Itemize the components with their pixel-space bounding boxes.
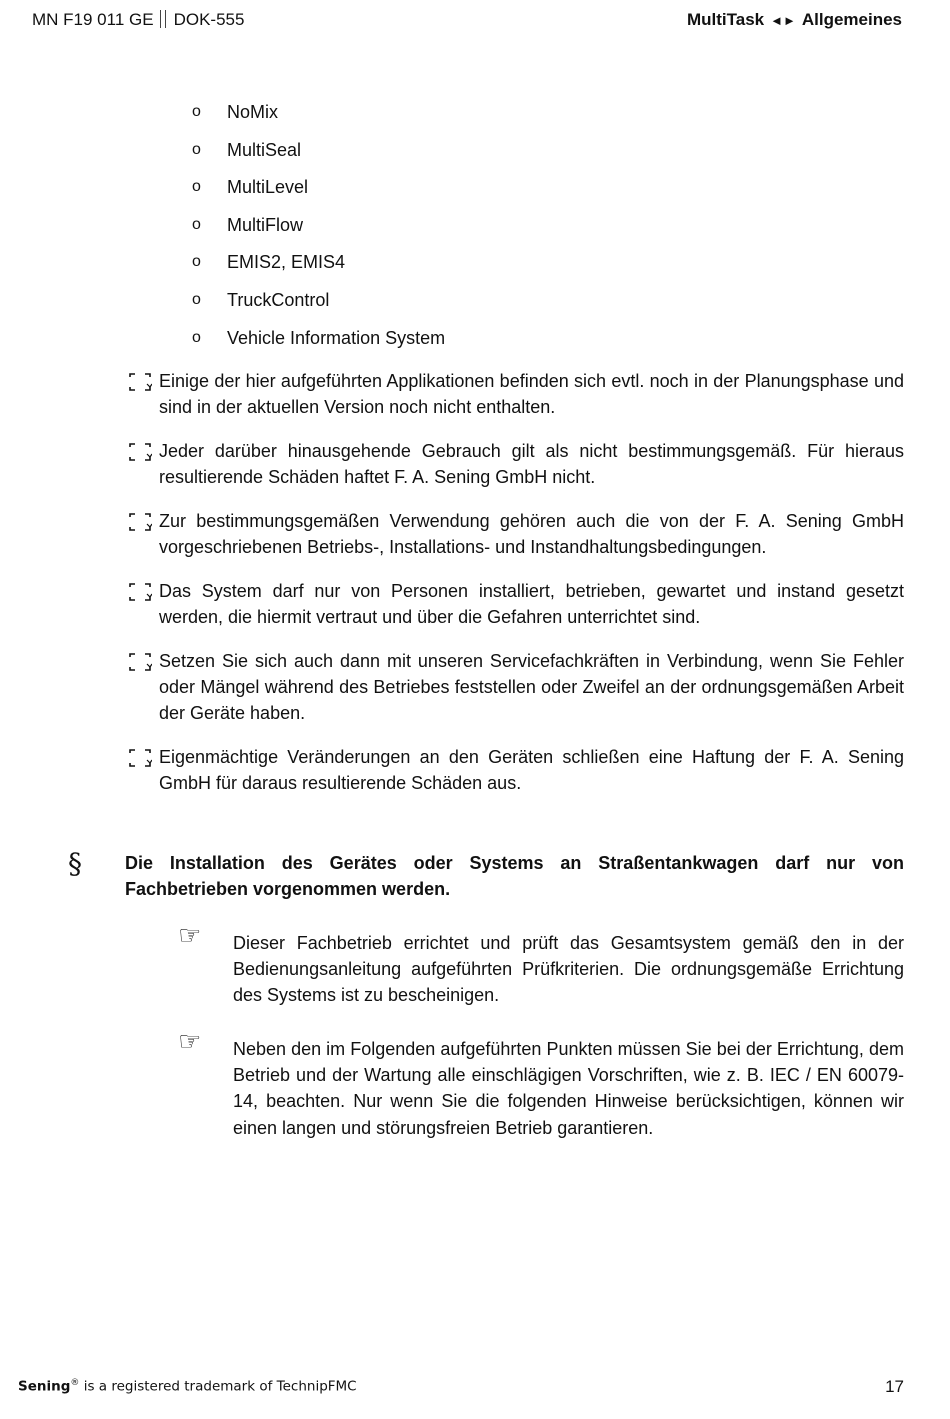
note-paragraph [128,648,904,727]
note-text: Einige der hier aufgeführten Applikationen befinden sich evtl. noch in der Planungsphase und sind in der aktuellen Version noch nicht enthalten. [159,371,904,418]
list-item-label: TruckControl [227,289,330,310]
list-item [192,211,445,249]
pointing-hand-icon: ☞ [178,1027,202,1057]
note-bracket-icon [128,648,159,727]
doc-id: DOK-555 [173,10,245,29]
trademark-text: is a registered trademark of TechnipFMC [79,1378,357,1395]
hint-paragraph [178,921,904,1009]
note-paragraph [128,744,904,796]
section-sign-icon: § [68,847,82,880]
legal-notice [68,847,904,902]
note-paragraph [128,438,904,490]
header-right [687,10,902,30]
brand-name: Sening [18,1378,71,1395]
note-bracket-icon [128,368,159,420]
list-item [192,324,445,362]
list-item-label: MultiSeal [227,139,302,160]
hint-text: Neben den im Folgenden aufgeführten Punkten müssen Sie bei der Errichtung, dem Betrieb und der Wartung alle einschlägigen Vorschriften, wie z. B. IEC / EN 60079-14, beachten. Nur wenn Sie die folgenden Hinweise berücksichtigen, können wir einen langen und störungsfreien Betrieb garantieren. [233,1039,904,1138]
list-item-label: EMIS2, EMIS4 [227,252,346,273]
note-bracket-icon [128,578,159,630]
hint-text: Dieser Fachbetrieb errichtet und prüft das Gesamtsystem gemäß den in der Bedienungsanleitung aufgeführten Prüfkriterien. Die ordnungsgemäße Errichtung des Systems ist zu bescheinigen. [233,933,904,1006]
note-text: Jeder darüber hinausgehende Gebrauch gilt als nicht bestimmungsgemäß. Für hieraus resultierende Schäden haftet F. A. Sening GmbH nicht. [159,441,904,488]
bullet-icon: o [192,178,201,196]
list-item-label: MultiLevel [227,177,309,198]
note-text: Setzen Sie sich auch dann mit unseren Servicefachkräften in Verbindung, wenn Sie Fehler oder Mängel während des Betriebes feststellen oder Zweifel an der ordnungsgemäßen Arbeit der Geräte haben. [159,651,904,724]
header-left [32,10,244,30]
pointing-hand-icon: ☞ [178,921,202,951]
page-number: 17 [885,1377,904,1396]
bullet-icon: o [192,328,201,346]
bullet-icon: o [192,253,201,271]
bullet-icon: o [192,290,201,308]
note-paragraph [128,578,904,630]
note-bracket-icon [128,744,159,796]
registered-mark: ® [70,1378,80,1388]
header-separator [160,10,166,28]
note-bracket-icon [128,508,159,560]
hint-paragraph [178,1027,904,1141]
list-item [192,286,445,324]
note-paragraph [128,368,904,420]
list-item [192,98,445,136]
section-name: Allgemeines [801,10,902,29]
list-item-label: NoMix [227,102,279,122]
legal-notice-text: Die Installation des Gerätes oder Systems an Straßentankwagen darf nur von Fachbetrieben vorgenommen werden. [125,853,904,900]
list-item [192,136,445,174]
footer-trademark [18,1378,357,1395]
note-text: Zur bestimmungsgemäßen Verwendung gehören auch die von der F. A. Sening GmbH vorgeschriebenen Betriebs-, Installations- und Instandhaltungsbedingungen. [159,511,904,558]
page-header [32,10,902,34]
product-name: MultiTask [686,10,765,29]
list-item-label: MultiFlow [227,214,304,235]
note-bracket-icon [128,438,159,490]
nav-arrows-icon: ◄► [770,13,796,28]
list-item [192,173,445,211]
doc-code: MN F19 011 GE [32,10,154,29]
bullet-icon: o [192,140,201,158]
note-text: Eigenmächtige Veränderungen an den Geräten schließen eine Haftung der F. A. Sening GmbH für daraus resultierende Schäden aus. [159,747,904,794]
note-text: Das System darf nur von Personen installiert, betrieben, gewartet und instand gesetzt werden, die hiermit vertraut und über die Gefahren unterrichtet sind. [159,581,904,628]
list-item-label: Vehicle Information System [227,327,446,348]
list-item [192,248,445,286]
bullet-icon: o [192,103,201,120]
note-paragraph [128,508,904,560]
bullet-icon: o [192,215,201,233]
application-list [192,98,445,361]
